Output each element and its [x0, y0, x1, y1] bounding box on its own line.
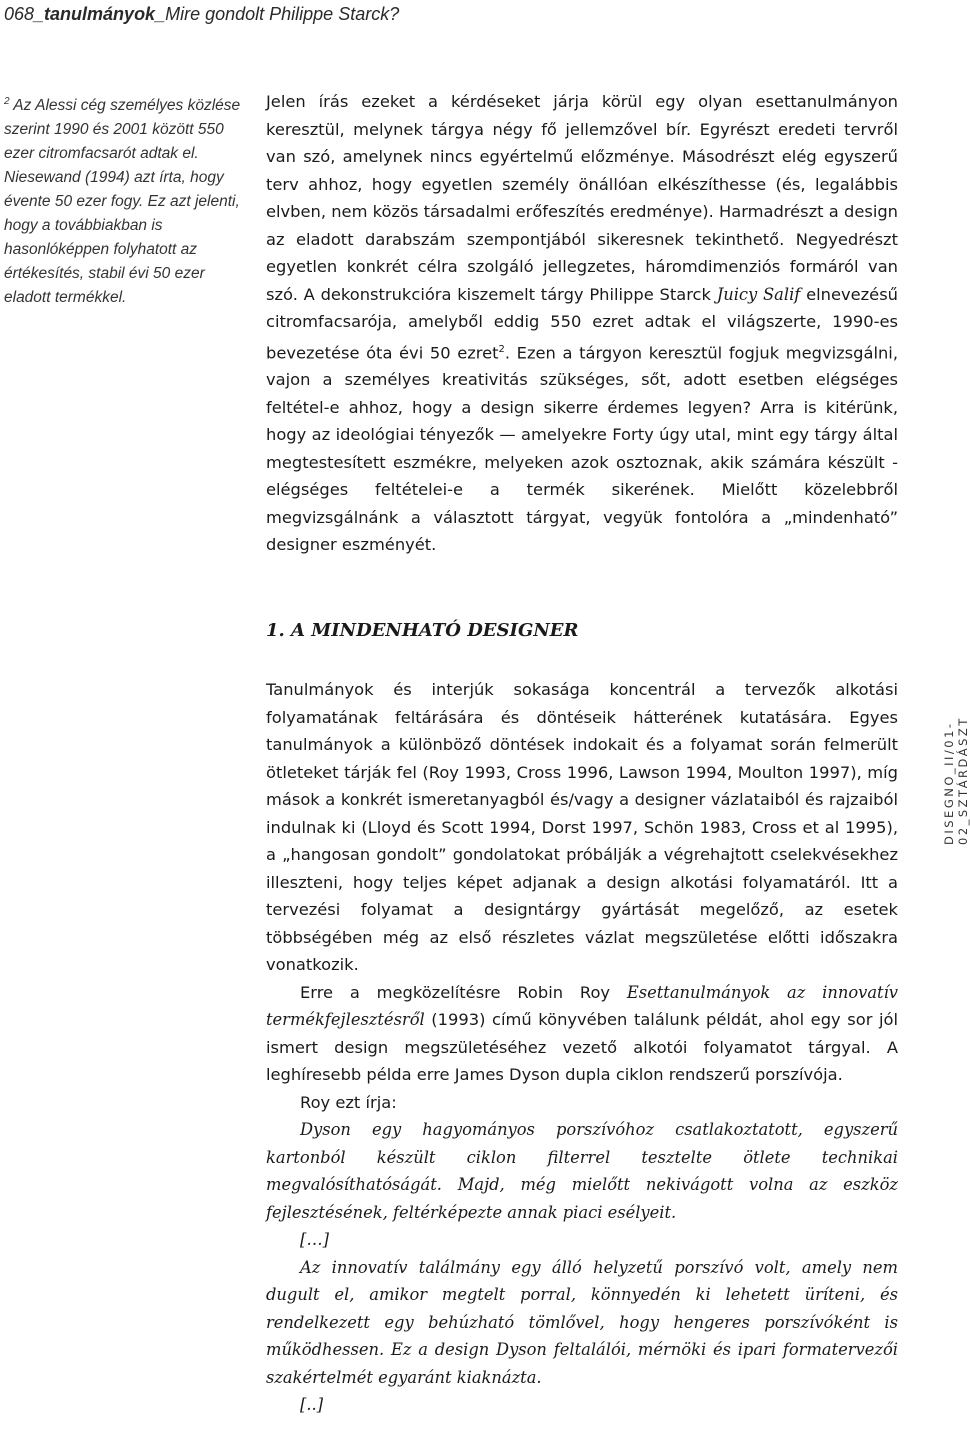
footnote-text: Az Alessi cég személyes közlése szerint 1990 és 2001 között 550 ezer citromfacsarót adtak el. Niesewand (1994) azt írta, hogy évente 50 ezer fogy. Ez azt jelenti, hogy a továbbiakban is hasonlóképpen folyhatott az értékesítés, stabil évi 50 ezer eladott termékkel. — [4, 97, 241, 307]
footnote-number: 2 — [4, 96, 10, 107]
vertical-journal-label: DISEGNO_II/01-02_SZTÁRDÁSZT — [942, 716, 970, 845]
body-paragraph-2-end: (1993) című könyvében találunk példát, ahol egy sor jól ismert design megszületéséhez vezető alkotói folyamatot tárgyal. A leghíresebb példa erre James Dyson dupla ciklon rendszerű porszívója. — [266, 1010, 898, 1084]
intro-paragraph — [266, 88, 898, 559]
quote-2: Az innovatív találmány egy álló helyzetű porszívó volt, amely nem dugult el, amikor megtelt porral, könnyedén ki lehetett üríteni, és rendelkezett egy behúzható tömlővel, hogy hengeres porszívóként is működhessen. Ez a design Dyson feltalálói, mérnöki és ipari formatervezői szakértelmét egyaránt kiaknázta. — [266, 1257, 898, 1387]
quote-ellipsis-1: […] — [300, 1230, 329, 1249]
running-header — [4, 4, 399, 25]
quote-1: Dyson egy hagyományos porszívóhoz csatlakoztatott, egyszerű kartonból készült ciklon filterrel tesztelte ötlete technikai megvalósíthatóságát. Majd, még mielőtt nekivágott volna az eszköz fejlesztésének, feltérképezte annak piaci esélyeit. — [266, 1120, 898, 1222]
intro-text-part2: elnevezésű citromfacsarója, amelyből eddig 550 ezret adtak el világszerte, 1990-es bevezetése óta évi 50 ezret — [266, 284, 898, 362]
section-heading: 1. A MINDENHATÓ DESIGNER — [266, 620, 579, 641]
page-number: 068_ — [4, 4, 45, 24]
section-body — [266, 676, 898, 1419]
body-paragraph-3: Roy ezt írja: — [300, 1092, 397, 1112]
body-paragraph-2 — [266, 979, 898, 1089]
intro-text — [266, 88, 898, 559]
footnote-sidenote — [4, 90, 244, 310]
section-label: tanulmányok_ — [44, 4, 166, 24]
book-title: Esettanulmányok az innovatív termékfejlesztésről — [266, 982, 898, 1029]
article-title: Mire gondolt Philippe Starck? — [165, 4, 400, 24]
quote-ellipsis-2: [..] — [300, 1395, 324, 1414]
product-name: Juicy Salif — [716, 284, 801, 304]
intro-text-part1: Jelen írás ezeket a kérdéseket járja körül egy olyan esettanulmányon keresztül, melynek tárgya négy fő jellemzővel bír. Egyrészt eredeti tervről van szó, amelynek nincs egyértelmű előzménye. Másodrészt elég egyszerű terv ahhoz, hogy egyetlen személy önállóan elkészíthesse (és, legalábbis elvben, nem közös társadalmi erőfeszítés eredménye). Harmadrészt a design az eladott darabszám szempontjából sikeresnek tekinthető. Negyedrészt egyetlen konkrét célra szolgáló jellegzetes, háromdimenziós formáról van szó. A dekonstrukcióra kiszemelt tárgy Philippe Starck — [266, 92, 898, 304]
body-paragraph-2-start: Erre a megközelítésre Robin Roy — [300, 982, 627, 1002]
footnote-reference: 2 — [498, 343, 505, 355]
intro-text-part3: . Ezen a tárgyon keresztül fogjuk megvizsgálni, vajon a személyes kreativitás szükséges, sőt, adott esetben elégséges feltétel-e ahhoz, hogy a design sikerre érdemes legyen? Arra is kitérünk, hogy az ideológiai tényezők — amelyekre Forty úgy utal, mint egy tárgy által megtestesített eszmékre, melyeken azok osztoznak, akik számára készült - elégséges feltételei-e a termék sikerének. Mielőtt közelebbről megvizsgálnánk a választott tárgyat, vegyük fontolóra a „mindenható” designer eszményét. — [266, 342, 898, 555]
body-paragraph-1: Tanulmányok és interjúk sokasága koncentrál a tervezők alkotási folyamatának feltárására és döntéseik hátterének kutatására. Egyes tanulmányok a különböző döntések indokait és a folyamat során felmerült ötleteket tárják fel (Roy 1993, Cross 1996, Lawson 1994, Moulton 1997), míg mások a konkrét ismeretanyagból és/vagy a designer vázlataiból és rajzaiból indulnak ki (Lloyd és Scott 1994, Dorst 1997, Schön 1983, Cross et al 1995), a „hangosan gondolt” gondolatokat próbálják a végrehajtott cselekvésekhez illeszteni, hogy teljes képet adjanak a design alkotási folyamatáról. Itt a tervezési folyamat a designtárgy gyártását megelőző, az esetek többségében még az első részletes vázlat megszületése előtti időszakra vonatkozik. — [266, 680, 898, 974]
